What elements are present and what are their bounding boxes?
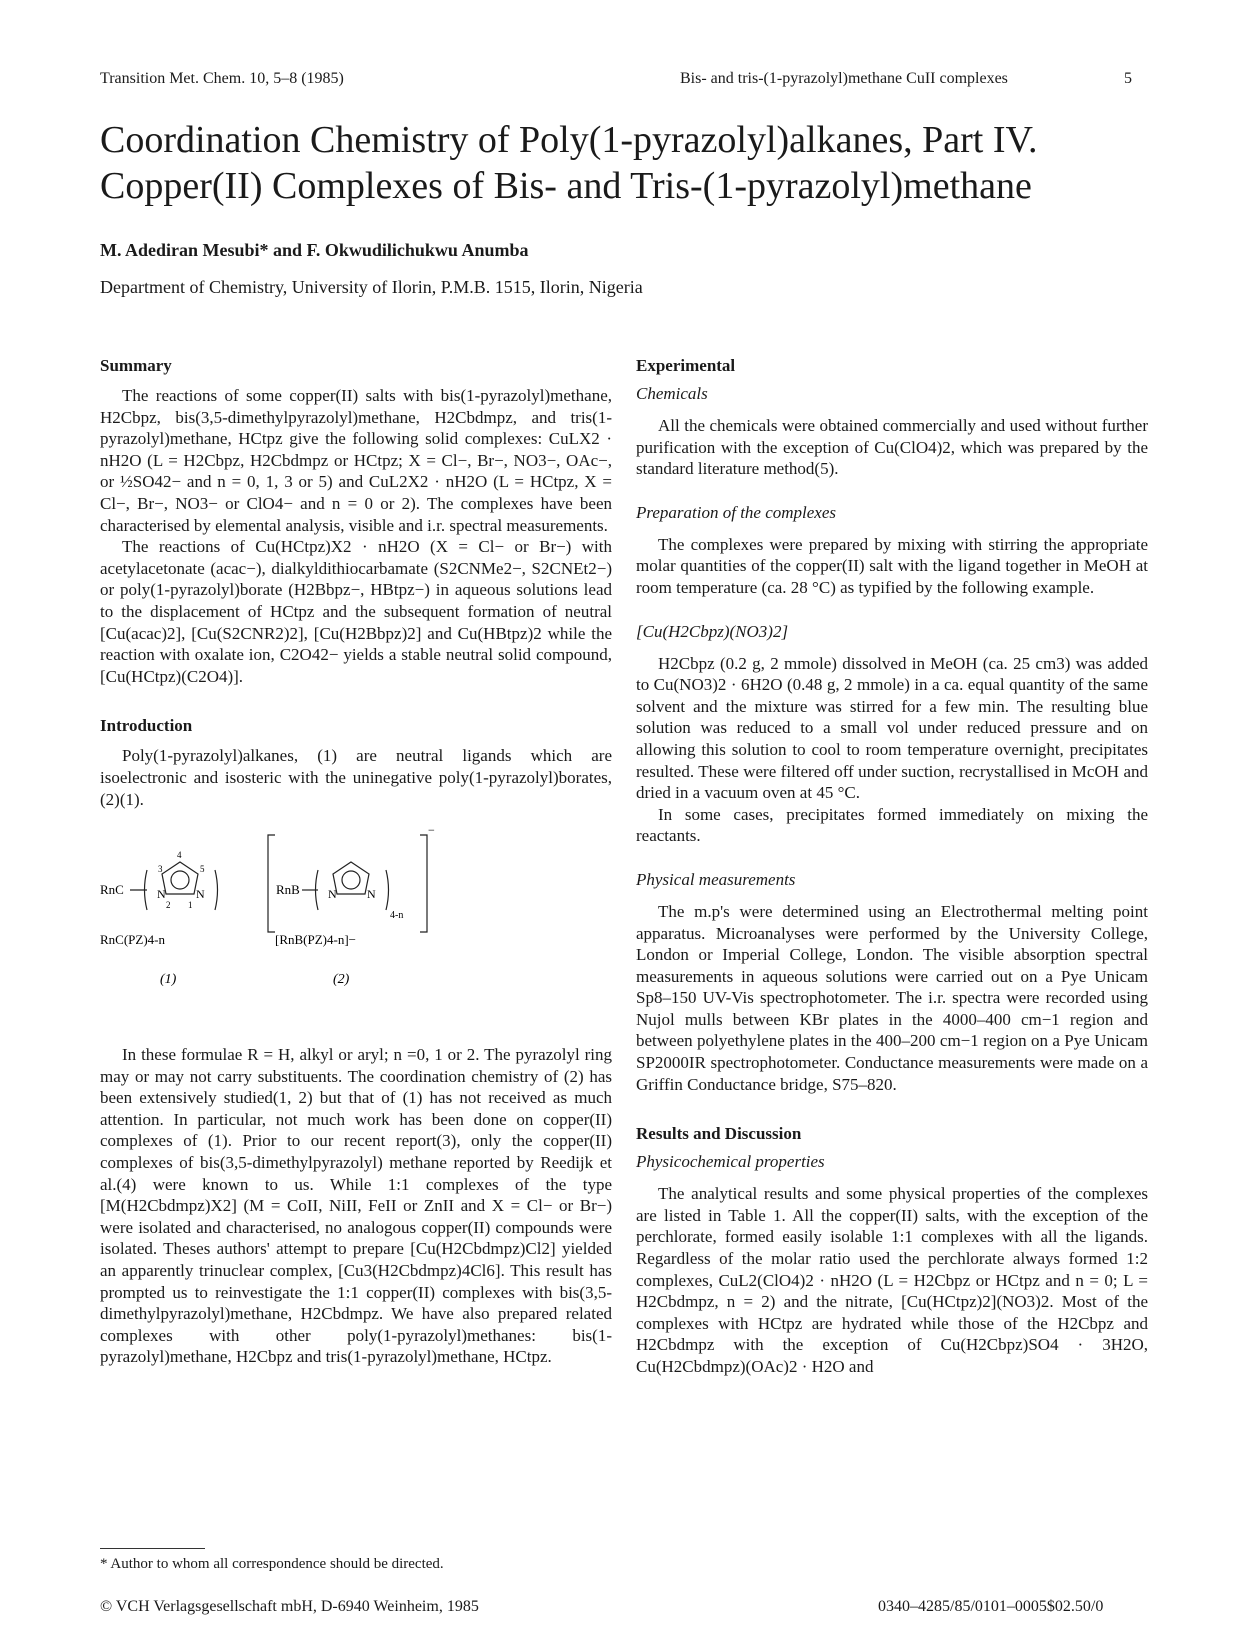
running-title: Bis- and tris-(1-pyrazolyl)methane CuII complexes <box>680 70 1008 87</box>
footnote: * Author to whom all correspondence should be directed. <box>100 1556 444 1572</box>
example-paragraph-1: H2Cbpz (0.2 g, 2 mmole) dissolved in MeOH (ca. 25 cm3) was added to Cu(NO3)2 · 6H2O (0.48 g, 2 mmole) in a ca. equal quantity of the same solvent and the mixture was stirred for a few min. The resulting blue solution was reduced to a small vol under reduced pressure and on allowing this solution to cool to room temperature overnight, precipitates resulted. These were filtered off under suction, recrystallised in McOH and dried in a vacuum oven at 45 °C. <box>636 653 1148 803</box>
s1-num-5: 5 <box>200 864 205 875</box>
s2-number: (2) <box>333 972 350 988</box>
s1-label: RnC <box>100 882 124 898</box>
s1-ring-n2: N <box>196 887 205 902</box>
left-column <box>100 355 612 1368</box>
s1-num-3: 3 <box>158 864 163 875</box>
introduction-paragraph-1: Poly(1-pyrazolyl)alkanes, (1) are neutral ligands which are isoelectronic and isosteric with the uninegative poly(1-pyrazolyl)borates, (2)(1). <box>100 746 612 809</box>
s1-num-4: 4 <box>177 850 182 861</box>
preparation-paragraph: The complexes were prepared by mixing with stirring the appropriate molar quantities of the copper(II) salt with the ligand together in MeOH at room temperature (ca. 28 °C) as typified by the following example. <box>636 534 1148 597</box>
s1-num-1: 1 <box>188 900 193 911</box>
title-line-1: Coordination Chemistry of Poly(1-pyrazolyl)alkanes, Part IV. <box>100 119 1038 161</box>
physical-measurements-heading: Physical measurements <box>636 869 796 889</box>
s2-ring-n2: N <box>367 887 376 902</box>
page-number: 5 <box>1124 70 1132 87</box>
physical-measurements-paragraph: The m.p's were determined using an Electrothermal melting point apparatus. Microanalyses were performed by the University College, London or Imperial College, London. The visible absorption spectral measurements in aqueous solutions were carried out on a Pye Unicam Sp8–150 UV-Vis spectrophotometer. The i.r. spectra were recorded using Nujol mulls between KBr plates in the 4000–400 cm−1 region and between polyethylene plates in the 400–200 cm−1 region on a Pye Unicam SP2000IR spectrophotometer. Conductance measurements were made on a Griffin Conductance bridge, S75–820. <box>636 901 1148 1094</box>
s2-subscript: 4-n <box>390 910 404 922</box>
structure-figure <box>100 820 612 1030</box>
title-line-2: Copper(II) Complexes of Bis- and Tris-(1-pyrazolyl)methane <box>100 165 1032 207</box>
introduction-heading: Introduction <box>100 716 193 736</box>
footnote-rule <box>100 1548 205 1549</box>
s2-label: RnB <box>276 882 300 898</box>
introduction-paragraph-2: In these formulae R = H, alkyl or aryl; n =0, 1 or 2. The pyrazolyl ring may or may not carry substituents. The coordination chemistry of (2) has been extensively studied(1, 2) but that of (1) has not received as much attention. In particular, not much work has been done on copper(II) complexes of (1). Prior to our recent report(3), only the copper(II) complexes of bis(3,5-dimethylpyrazolyl) methane reported by Reedijk et al.(4) were known to us. While 1:1 complexes of the type [M(H2Cbdmpz)X2] (M = CoII, NiII, FeII or ZnII and X = Cl− or Br−) were isolated and characterised, no analogous copper(II) compounds were isolated. Theses authors' attempt to prepare [Cu(H2Cbdmpz)Cl2] yielded an apparently trinuclear complex, [Cu3(H2Cbdmpz)4Cl6]. This result has prompted us to reinvestigate the 1:1 copper(II) complexes with bis(3,5-dimethylpyrazolyl)methane, H2Cbdmpz. We have also prepared related complexes with other poly(1-pyrazolyl)methanes: bis(1-pyrazolyl)methane, H2Cbpz and tris(1-pyrazolyl)methane, HCtpz. <box>100 1045 612 1367</box>
example-paragraph-2: In some cases, precipitates formed immediately on mixing the reactants. <box>636 804 1148 846</box>
experimental-heading: Experimental <box>636 356 736 375</box>
results-heading: Results and Discussion <box>636 1124 802 1144</box>
s1-number: (1) <box>160 972 177 988</box>
summary-heading: Summary <box>100 356 172 375</box>
publisher-line: © VCH Verlagsgesellschaft mbH, D-6940 Weinheim, 1985 <box>100 1598 479 1615</box>
s2-charge: − <box>428 823 435 838</box>
chemicals-heading: Chemicals <box>636 384 708 403</box>
authors: M. Adediran Mesubi* and F. Okwudilichukwu Anumba <box>100 240 529 260</box>
article-code: 0340–4285/85/0101–0005$02.50/0 <box>878 1598 1104 1615</box>
affiliation: Department of Chemistry, University of Ilorin, P.M.B. 1515, Ilorin, Nigeria <box>100 277 643 297</box>
example-heading: [Cu(H2Cbpz)(NO3)2] <box>636 621 789 641</box>
preparation-heading: Preparation of the complexes <box>636 502 837 522</box>
summary-paragraph-2: The reactions of Cu(HCtpz)X2 · nH2O (X = Cl− or Br−) with acetylacetonate (acac−), dialkyldithiocarbamate (S2CNMe2−, S2CNEt2−) or poly(1-pyrazolyl)borate (H2Bbpz−, HBtpz−) in aqueous solutions lead to the displacement of HCtpz and the subsequent formation of neutral [Cu(acac)2], [Cu(S2CNR2)2], [Cu(H2Bbpz)2] and Cu(HBtpz)2 while the reaction with oxalate ion, C2O42− yields a stable neutral solid compound, [Cu(HCtpz)(C2O4)]. <box>100 537 612 686</box>
s1-formula: RnC(PZ)4-n <box>100 932 165 948</box>
right-column <box>636 355 1148 1378</box>
s1-num-2: 2 <box>166 900 171 911</box>
chemicals-paragraph: All the chemicals were obtained commercially and used without further purification with the exception of Cu(ClO4)2, which was prepared by the standard literature method(5). <box>636 416 1148 479</box>
s1-ring-n1: N <box>157 887 166 902</box>
article-title <box>100 117 1150 209</box>
results-paragraph-1: The analytical results and some physical properties of the complexes are listed in Table 1. All the copper(II) salts, with the exception of the perchlorate, formed easily isolable 1:1 complexes with all the ligands. Regardless of the molar ratio used the perchlorate always formed 1:2 complexes, CuL2(ClO4)2 · nH2O (L = H2Cbpz or HCtpz and n = 0; L = H2Cbdmpz, n = 2) and the nitrate, [Cu(HCtpz)2](NO3)2. Most of the complexes with HCtpz are hydrated while those of the H2Cbpz and H2Cbdmpz with the exception of Cu(H2Cbpz)SO4 · 3H2O, Cu(H2Cbdmpz)(OAc)2 · H2O and <box>636 1184 1148 1376</box>
physicochemical-heading: Physicochemical properties <box>636 1152 825 1172</box>
s2-formula: [RnB(PZ)4-n]− <box>275 932 356 948</box>
summary-paragraph-1: The reactions of some copper(II) salts with bis(1-pyrazolyl)methane, H2Cbpz, bis(3,5-dimethylpyrazolyl)methane, H2Cbdmpz, and tris(1-pyrazolyl)methane, HCtpz give the following solid complexes: CuLX2 · nH2O (L = H2Cbpz, H2Cbdmpz or HCtpz; X = Cl−, Br−, NO3−, OAc−, or ½SO42− and n = 0, 1, 3 or 5) and CuL2X2 · nH2O (L = HCtpz, X = Cl−, Br−, NO3− or ClO4− and n = 0 or 2). The complexes have been characterised by elemental analysis, visible and i.r. spectral measurements. <box>100 386 612 535</box>
structure-drawing <box>100 820 612 1030</box>
s2-ring-n1: N <box>328 887 337 902</box>
journal-citation: Transition Met. Chem. 10, 5–8 (1985) <box>100 70 344 87</box>
